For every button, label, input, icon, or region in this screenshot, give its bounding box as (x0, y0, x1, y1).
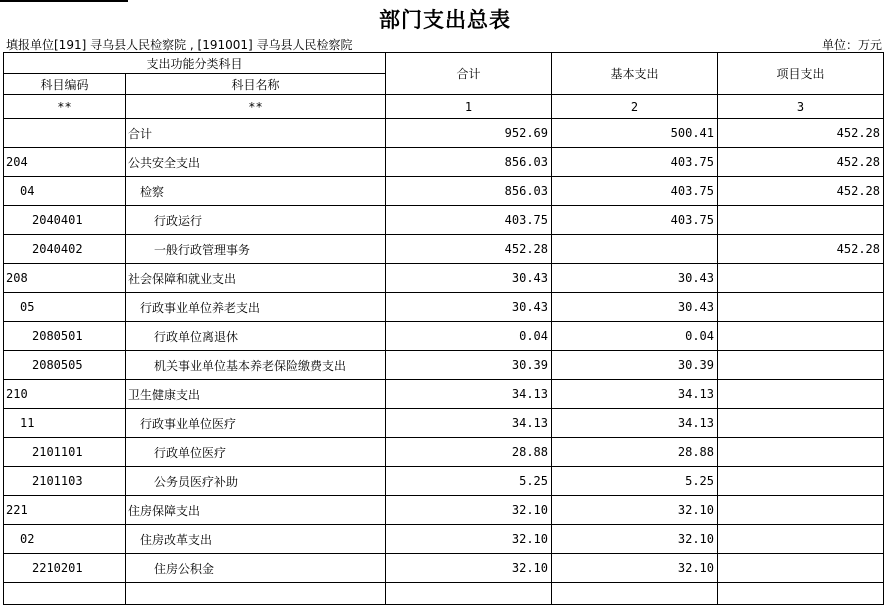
row-project (718, 525, 884, 554)
row-basic: 34.13 (552, 409, 718, 438)
top-marker-bar (0, 0, 128, 2)
row-total: 452.28 (386, 235, 552, 264)
row-basic: 30.43 (552, 293, 718, 322)
row-name: 行政事业单位养老支出 (126, 293, 386, 322)
index-project: 3 (718, 95, 884, 119)
header-function-category: 支出功能分类科目 (4, 53, 386, 74)
row-name: 行政单位医疗 (126, 438, 386, 467)
row-total: 30.43 (386, 264, 552, 293)
row-project (718, 409, 884, 438)
row-code: 02 (4, 525, 126, 554)
unit-label: 单位：万元 (821, 38, 882, 52)
index-code: ** (4, 95, 126, 119)
row-basic: 32.10 (552, 525, 718, 554)
row-name: 检察 (126, 177, 386, 206)
row-total: 30.39 (386, 351, 552, 380)
row-code: 2101101 (4, 438, 126, 467)
row-name: 卫生健康支出 (126, 380, 386, 409)
row-name: 行政单位离退休 (126, 322, 386, 351)
row-name: 一般行政管理事务 (126, 235, 386, 264)
table-row (4, 206, 884, 235)
table-row (4, 177, 884, 206)
row-basic: 32.10 (552, 496, 718, 525)
row-project (718, 583, 884, 605)
header-subject-code: 科目编码 (4, 74, 126, 95)
row-code: 05 (4, 293, 126, 322)
row-project (718, 322, 884, 351)
row-project (718, 206, 884, 235)
row-project (718, 438, 884, 467)
row-project: 452.28 (718, 177, 884, 206)
row-basic: 28.88 (552, 438, 718, 467)
row-total: 32.10 (386, 525, 552, 554)
row-name: 公共安全支出 (126, 148, 386, 177)
table-row (4, 583, 884, 605)
header-subject-name: 科目名称 (126, 74, 386, 95)
row-project (718, 467, 884, 496)
row-code: 221 (4, 496, 126, 525)
table-row (4, 235, 884, 264)
row-code: 2040401 (4, 206, 126, 235)
table-body (4, 119, 884, 605)
row-code: 2101103 (4, 467, 126, 496)
table-row (4, 264, 884, 293)
row-total: 403.75 (386, 206, 552, 235)
row-name: 社会保障和就业支出 (126, 264, 386, 293)
row-project: 452.28 (718, 148, 884, 177)
row-basic: 32.10 (552, 554, 718, 583)
row-project (718, 264, 884, 293)
row-basic: 30.43 (552, 264, 718, 293)
row-name: 机关事业单位基本养老保险缴费支出 (126, 351, 386, 380)
row-total: 5.25 (386, 467, 552, 496)
row-total: 34.13 (386, 380, 552, 409)
row-total: 856.03 (386, 177, 552, 206)
row-total: 32.10 (386, 496, 552, 525)
row-name: 住房公积金 (126, 554, 386, 583)
table-row (4, 438, 884, 467)
index-name: ** (126, 95, 386, 119)
table-row (4, 525, 884, 554)
row-basic (552, 583, 718, 605)
table-row (4, 496, 884, 525)
table-row (4, 554, 884, 583)
row-name: 行政运行 (126, 206, 386, 235)
row-basic: 403.75 (552, 206, 718, 235)
table-row (4, 148, 884, 177)
row-name: 合计 (126, 119, 386, 148)
row-code: 2040402 (4, 235, 126, 264)
row-project: 452.28 (718, 119, 884, 148)
row-code: 210 (4, 380, 126, 409)
index-total: 1 (386, 95, 552, 119)
row-basic: 5.25 (552, 467, 718, 496)
row-code (4, 583, 126, 605)
table-row (4, 409, 884, 438)
row-name: 住房改革支出 (126, 525, 386, 554)
row-project (718, 293, 884, 322)
row-project (718, 554, 884, 583)
row-basic: 0.04 (552, 322, 718, 351)
reporting-unit: 填报单位[191] 寻乌县人民检察院 , [191001] 寻乌县人民检察院 (6, 38, 353, 52)
row-name (126, 583, 386, 605)
header-basic-expenditure: 基本支出 (552, 53, 718, 95)
row-basic: 500.41 (552, 119, 718, 148)
row-basic: 34.13 (552, 380, 718, 409)
row-total (386, 583, 552, 605)
row-name: 公务员医疗补助 (126, 467, 386, 496)
row-name: 住房保障支出 (126, 496, 386, 525)
row-total: 32.10 (386, 554, 552, 583)
row-total: 28.88 (386, 438, 552, 467)
row-code: 2210201 (4, 554, 126, 583)
row-code: 208 (4, 264, 126, 293)
row-total: 34.13 (386, 409, 552, 438)
row-code: 11 (4, 409, 126, 438)
table-row (4, 467, 884, 496)
header-project-expenditure: 项目支出 (718, 53, 884, 95)
row-project (718, 380, 884, 409)
table-row (4, 351, 884, 380)
row-code: 2080501 (4, 322, 126, 351)
row-total: 856.03 (386, 148, 552, 177)
report-title: 部门支出总表 (379, 7, 511, 32)
header-total: 合计 (386, 53, 552, 95)
row-total: 30.43 (386, 293, 552, 322)
row-basic: 403.75 (552, 177, 718, 206)
row-basic: 403.75 (552, 148, 718, 177)
row-code: 204 (4, 148, 126, 177)
row-project (718, 351, 884, 380)
row-code: 04 (4, 177, 126, 206)
row-name: 行政事业单位医疗 (126, 409, 386, 438)
row-project (718, 496, 884, 525)
row-basic (552, 235, 718, 264)
row-code (4, 119, 126, 148)
row-total: 0.04 (386, 322, 552, 351)
table-row (4, 380, 884, 409)
row-code: 2080505 (4, 351, 126, 380)
row-basic: 30.39 (552, 351, 718, 380)
expenditure-table (3, 52, 884, 605)
table-row (4, 119, 884, 148)
table-row (4, 293, 884, 322)
row-project: 452.28 (718, 235, 884, 264)
table-row (4, 322, 884, 351)
row-total: 952.69 (386, 119, 552, 148)
index-basic: 2 (552, 95, 718, 119)
